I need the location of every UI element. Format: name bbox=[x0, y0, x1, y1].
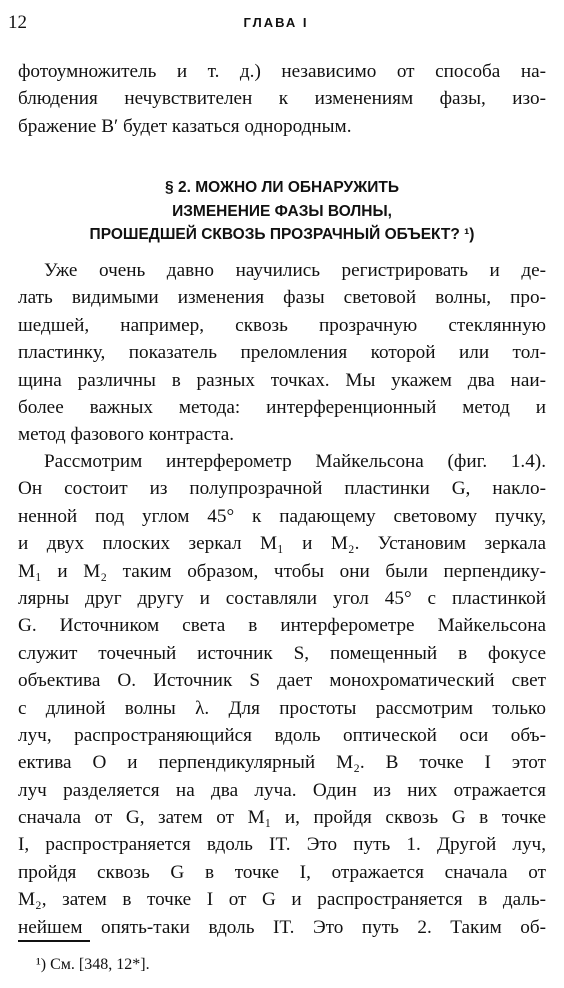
text-line: Он состоит из полупрозрачной пластинки G, накло- bbox=[18, 478, 546, 500]
footnote: ¹) См. [348, 12*]. bbox=[36, 956, 150, 973]
text-line: G. Источником света в интерферометре Майкельсона bbox=[18, 615, 546, 637]
text-line: бражение B′ будет казаться однородным. bbox=[18, 115, 352, 137]
text-line: более важных метода: интерференционный метод и bbox=[18, 396, 546, 418]
running-chapter-title: ГЛАВА I bbox=[243, 15, 309, 30]
text-line: фотоумножитель и т. д.) независимо от способа на- bbox=[18, 61, 546, 82]
heading-line: ПРОШЕДШЕЙ СКВОЗЬ ПРОЗРАЧНЫЙ ОБЪЕКТ? ¹) bbox=[89, 226, 475, 243]
page-number: 12 bbox=[8, 12, 27, 33]
text-line: лярны друг другу и составляли угол 45° с пластинкой bbox=[18, 587, 546, 609]
text-line: M₂, затем в точке I от G и распространяется в даль- bbox=[18, 889, 546, 911]
text-line: объектива O. Источник S дает монохроматический свет bbox=[18, 670, 546, 692]
text-line: ненной под углом 45° к падающему световому пучку, bbox=[18, 505, 546, 527]
text-line: Уже очень давно научились регистрировать и де- bbox=[44, 260, 546, 281]
paragraph-michelson bbox=[18, 448, 546, 941]
text-line: шедшей, например, сквозь прозрачную стеклянную bbox=[18, 314, 546, 336]
text-line: щина различны в разных точках. Мы укажем два наи- bbox=[18, 369, 546, 391]
text-line: блюдения нечувствителен к изменениям фазы, изо- bbox=[18, 88, 546, 110]
text-line: пройдя сквозь G в точке I, отражается сначала от bbox=[18, 861, 546, 883]
footnote-divider bbox=[18, 940, 90, 942]
text-line: луч, распространяющийся вдоль оптической оси объ- bbox=[18, 724, 546, 746]
text-line: I, распространяется вдоль IT. Это путь 1. Другой луч, bbox=[18, 834, 546, 856]
text-line: Рассмотрим интерферометр Майкельсона (фиг. 1.4). bbox=[44, 451, 546, 472]
text-line: служит точечный источник S, помещенный в фокусе bbox=[18, 642, 546, 664]
text-line: сначала от G, затем от M₁ и, пройдя сквозь G в точке bbox=[18, 807, 546, 829]
text-line: метод фазового контраста. bbox=[18, 424, 235, 446]
text-line: нейшем опять-таки вдоль IT. Это путь 2. Таким об- bbox=[18, 916, 546, 938]
heading-line: ИЗМЕНЕНИЕ ФАЗЫ ВОЛНЫ, bbox=[172, 202, 392, 220]
text-line: пластинку, показатель преломления которой или тол- bbox=[18, 342, 546, 364]
paragraph-phase-methods bbox=[18, 257, 546, 449]
text-line: луч разделяется на два луча. Один из них отражается bbox=[18, 779, 546, 801]
text-line: лать видимыми изменения фазы световой волны, про- bbox=[18, 287, 546, 309]
page-header bbox=[8, 12, 544, 36]
text-line: и двух плоских зеркал M₁ и M₂. Установим зеркала bbox=[18, 533, 546, 555]
section-heading bbox=[18, 176, 546, 247]
heading-line: § 2. МОЖНО ЛИ ОБНАРУЖИТЬ bbox=[165, 179, 399, 196]
paragraph-continued bbox=[18, 58, 546, 140]
text-line: ектива O и перпендикулярный M₂. В точке I этот bbox=[18, 752, 546, 774]
text-line: с длиной волны λ. Для простоты рассмотрим только bbox=[18, 697, 546, 719]
text-line: M₁ и M₂ таким образом, чтобы они были перпендику- bbox=[18, 560, 546, 582]
